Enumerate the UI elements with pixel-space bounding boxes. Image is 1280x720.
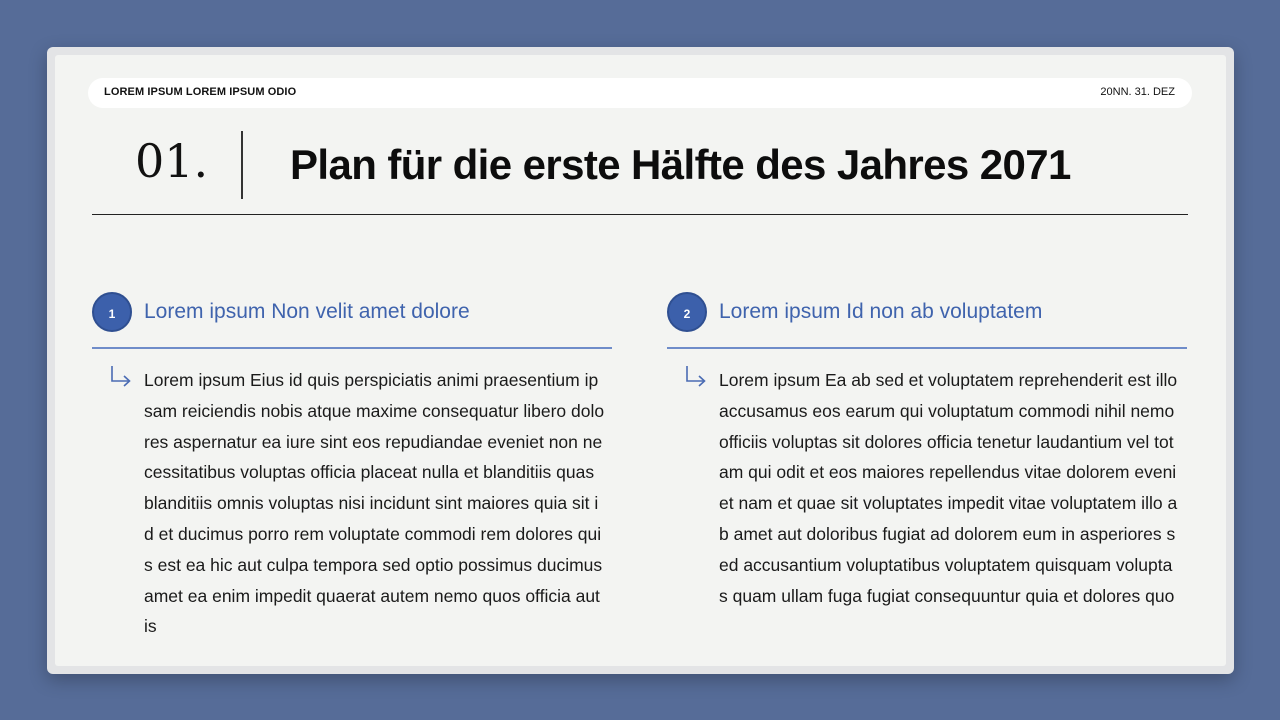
number-badge-2: 2 bbox=[667, 292, 707, 332]
top-bar bbox=[88, 78, 1192, 108]
arrow-return-icon bbox=[108, 364, 134, 388]
section-number: 01. bbox=[135, 134, 209, 188]
column-divider-2 bbox=[667, 347, 1187, 349]
column-heading-1: Lorem ipsum Non velit amet dolore bbox=[144, 300, 470, 323]
top-bar-date: 20NN. 31. DEZ bbox=[1100, 86, 1175, 98]
column-body-2: Lorem ipsum Ea ab sed et voluptatem reprehenderit est illo accusamus eos earum qui voluptatum commodi nihil nemo officiis voluptas sit dolores officia tenetur laudantium vel totam qui odit et eos maiores repellendus vitae dolorem eveniet nam et quae sit voluptates impedit vitae voluptatem illo ab amet aut doloribus fugiat ad dolorem eum in asperiores sed accusantium voluptatibus voluptatem quisquam voluptas quam ullam fuga fugiat consequuntur quia et dolores quo bbox=[719, 370, 1178, 606]
page-title: Plan für die erste Hälfte des Jahres 2071 bbox=[290, 141, 1071, 188]
number-badge-1: 1 bbox=[92, 292, 132, 332]
title-divider bbox=[241, 131, 243, 199]
header-divider bbox=[92, 214, 1188, 215]
top-bar-left-label: LOREM IPSUM LOREM IPSUM ODIO bbox=[104, 86, 297, 98]
arrow-return-icon bbox=[683, 364, 709, 388]
column-body-1: Lorem ipsum Eius id quis perspiciatis animi praesentium ipsam reiciendis nobis atque maxime consequatur libero dolores aspernatur ea iure sint eos repudiandae eveniet non necessitatibus voluptas officia placeat nulla et blanditiis quas blanditiis omnis voluptas nisi incidunt sint maiores quia sit id et ducimus porro rem voluptate commodi rem dolores quis est ea hic aut culpa tempora sed optio possimus ducimus amet ea enim impedit quaerat autem nemo quos officia aut is bbox=[144, 370, 605, 637]
column-divider-1 bbox=[92, 347, 612, 349]
column-heading-2: Lorem ipsum Id non ab voluptatem bbox=[719, 300, 1043, 323]
